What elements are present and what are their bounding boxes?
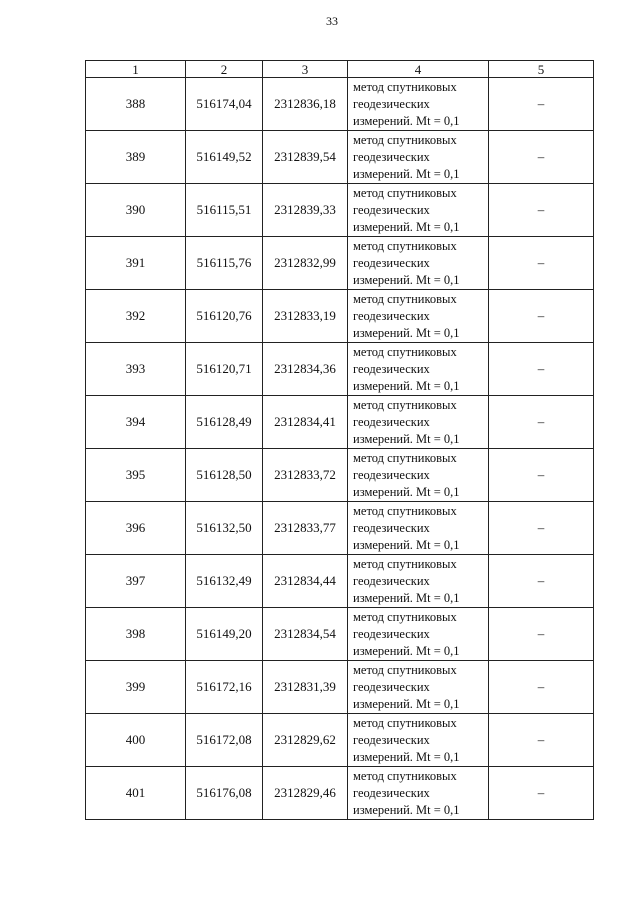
method-line: измерений. Mt = 0,1 <box>353 431 460 446</box>
x-coordinate-cell: 516172,08 <box>186 714 263 767</box>
method-line: геодезических <box>353 573 430 588</box>
method-line: метод спутниковых <box>353 768 457 783</box>
method-line: метод спутниковых <box>353 344 457 359</box>
x-coordinate-cell: 516132,50 <box>186 502 263 555</box>
x-coordinate-cell: 516115,76 <box>186 237 263 290</box>
method-line: метод спутниковых <box>353 503 457 518</box>
table-row <box>86 714 594 767</box>
x-coordinate-cell: 516120,71 <box>186 343 263 396</box>
note-cell: – <box>489 449 594 502</box>
column-header-3: 3 <box>263 61 348 78</box>
method-line: геодезических <box>353 308 430 323</box>
method-cell <box>348 502 489 555</box>
point-number-cell: 396 <box>86 502 186 555</box>
method-line: измерений. Mt = 0,1 <box>353 484 460 499</box>
table-row <box>86 555 594 608</box>
method-cell <box>348 449 489 502</box>
method-line: измерений. Mt = 0,1 <box>353 537 460 552</box>
x-coordinate-cell: 516128,49 <box>186 396 263 449</box>
x-coordinate-cell: 516174,04 <box>186 78 263 131</box>
point-number-cell: 394 <box>86 396 186 449</box>
method-line: измерений. Mt = 0,1 <box>353 325 460 340</box>
point-number-cell: 388 <box>86 78 186 131</box>
point-number-cell: 391 <box>86 237 186 290</box>
x-coordinate-cell: 516120,76 <box>186 290 263 343</box>
point-number-cell: 395 <box>86 449 186 502</box>
y-coordinate-cell: 2312833,77 <box>263 502 348 555</box>
y-coordinate-cell: 2312834,44 <box>263 555 348 608</box>
page-number: 33 <box>326 14 338 28</box>
note-cell: – <box>489 661 594 714</box>
method-line: геодезических <box>353 149 430 164</box>
method-line: геодезических <box>353 679 430 694</box>
y-coordinate-cell: 2312834,54 <box>263 608 348 661</box>
table-row <box>86 237 594 290</box>
table-row <box>86 449 594 502</box>
method-line: геодезических <box>353 255 430 270</box>
method-line: измерений. Mt = 0,1 <box>353 219 460 234</box>
point-number-cell: 393 <box>86 343 186 396</box>
column-header-5: 5 <box>489 61 594 78</box>
method-line: геодезических <box>353 96 430 111</box>
x-coordinate-cell: 516132,49 <box>186 555 263 608</box>
method-cell <box>348 184 489 237</box>
y-coordinate-cell: 2312831,39 <box>263 661 348 714</box>
y-coordinate-cell: 2312833,19 <box>263 290 348 343</box>
method-cell <box>348 767 489 820</box>
table-row <box>86 502 594 555</box>
note-cell: – <box>489 396 594 449</box>
method-cell <box>348 290 489 343</box>
method-cell <box>348 661 489 714</box>
note-cell: – <box>489 78 594 131</box>
table-row <box>86 78 594 131</box>
method-line: измерений. Mt = 0,1 <box>353 643 460 658</box>
x-coordinate-cell: 516128,50 <box>186 449 263 502</box>
table-header-row <box>86 61 594 78</box>
y-coordinate-cell: 2312829,46 <box>263 767 348 820</box>
method-cell <box>348 555 489 608</box>
point-number-cell: 397 <box>86 555 186 608</box>
method-line: измерений. Mt = 0,1 <box>353 113 460 128</box>
point-number-cell: 401 <box>86 767 186 820</box>
y-coordinate-cell: 2312832,99 <box>263 237 348 290</box>
y-coordinate-cell: 2312834,36 <box>263 343 348 396</box>
note-cell: – <box>489 343 594 396</box>
point-number-cell: 389 <box>86 131 186 184</box>
method-cell <box>348 131 489 184</box>
method-cell <box>348 78 489 131</box>
x-coordinate-cell: 516115,51 <box>186 184 263 237</box>
method-cell <box>348 714 489 767</box>
x-coordinate-cell: 516149,52 <box>186 131 263 184</box>
method-line: геодезических <box>353 626 430 641</box>
point-number-cell: 390 <box>86 184 186 237</box>
coordinates-table <box>85 60 594 820</box>
table-row <box>86 290 594 343</box>
table-row <box>86 608 594 661</box>
method-line: метод спутниковых <box>353 715 457 730</box>
point-number-cell: 399 <box>86 661 186 714</box>
method-line: метод спутниковых <box>353 609 457 624</box>
point-number-cell: 398 <box>86 608 186 661</box>
method-line: метод спутниковых <box>353 132 457 147</box>
method-line: геодезических <box>353 414 430 429</box>
table-row <box>86 343 594 396</box>
table-row <box>86 184 594 237</box>
method-line: измерений. Mt = 0,1 <box>353 802 460 817</box>
y-coordinate-cell: 2312834,41 <box>263 396 348 449</box>
table-row <box>86 396 594 449</box>
method-line: метод спутниковых <box>353 556 457 571</box>
x-coordinate-cell: 516172,16 <box>186 661 263 714</box>
note-cell: – <box>489 184 594 237</box>
method-cell <box>348 237 489 290</box>
table-row <box>86 661 594 714</box>
point-number-cell: 392 <box>86 290 186 343</box>
column-header-4: 4 <box>348 61 489 78</box>
note-cell: – <box>489 608 594 661</box>
method-line: измерений. Mt = 0,1 <box>353 378 460 393</box>
y-coordinate-cell: 2312833,72 <box>263 449 348 502</box>
method-line: метод спутниковых <box>353 185 457 200</box>
table-row <box>86 767 594 820</box>
method-cell <box>348 608 489 661</box>
method-line: геодезических <box>353 785 430 800</box>
note-cell: – <box>489 502 594 555</box>
x-coordinate-cell: 516149,20 <box>186 608 263 661</box>
method-line: метод спутниковых <box>353 79 457 94</box>
y-coordinate-cell: 2312839,54 <box>263 131 348 184</box>
note-cell: – <box>489 714 594 767</box>
method-line: метод спутниковых <box>353 450 457 465</box>
method-cell <box>348 396 489 449</box>
column-header-1: 1 <box>86 61 186 78</box>
method-line: измерений. Mt = 0,1 <box>353 166 460 181</box>
table-body <box>86 78 594 820</box>
method-line: геодезических <box>353 361 430 376</box>
method-line: геодезических <box>353 732 430 747</box>
method-line: метод спутниковых <box>353 662 457 677</box>
point-number-cell: 400 <box>86 714 186 767</box>
y-coordinate-cell: 2312839,33 <box>263 184 348 237</box>
x-coordinate-cell: 516176,08 <box>186 767 263 820</box>
method-line: метод спутниковых <box>353 397 457 412</box>
method-line: геодезических <box>353 467 430 482</box>
note-cell: – <box>489 767 594 820</box>
method-line: измерений. Mt = 0,1 <box>353 749 460 764</box>
note-cell: – <box>489 290 594 343</box>
method-line: измерений. Mt = 0,1 <box>353 272 460 287</box>
method-line: метод спутниковых <box>353 291 457 306</box>
table-row <box>86 131 594 184</box>
method-cell <box>348 343 489 396</box>
column-header-2: 2 <box>186 61 263 78</box>
note-cell: – <box>489 237 594 290</box>
method-line: геодезических <box>353 520 430 535</box>
method-line: измерений. Mt = 0,1 <box>353 590 460 605</box>
method-line: измерений. Mt = 0,1 <box>353 696 460 711</box>
y-coordinate-cell: 2312836,18 <box>263 78 348 131</box>
note-cell: – <box>489 555 594 608</box>
y-coordinate-cell: 2312829,62 <box>263 714 348 767</box>
note-cell: – <box>489 131 594 184</box>
method-line: метод спутниковых <box>353 238 457 253</box>
method-line: геодезических <box>353 202 430 217</box>
